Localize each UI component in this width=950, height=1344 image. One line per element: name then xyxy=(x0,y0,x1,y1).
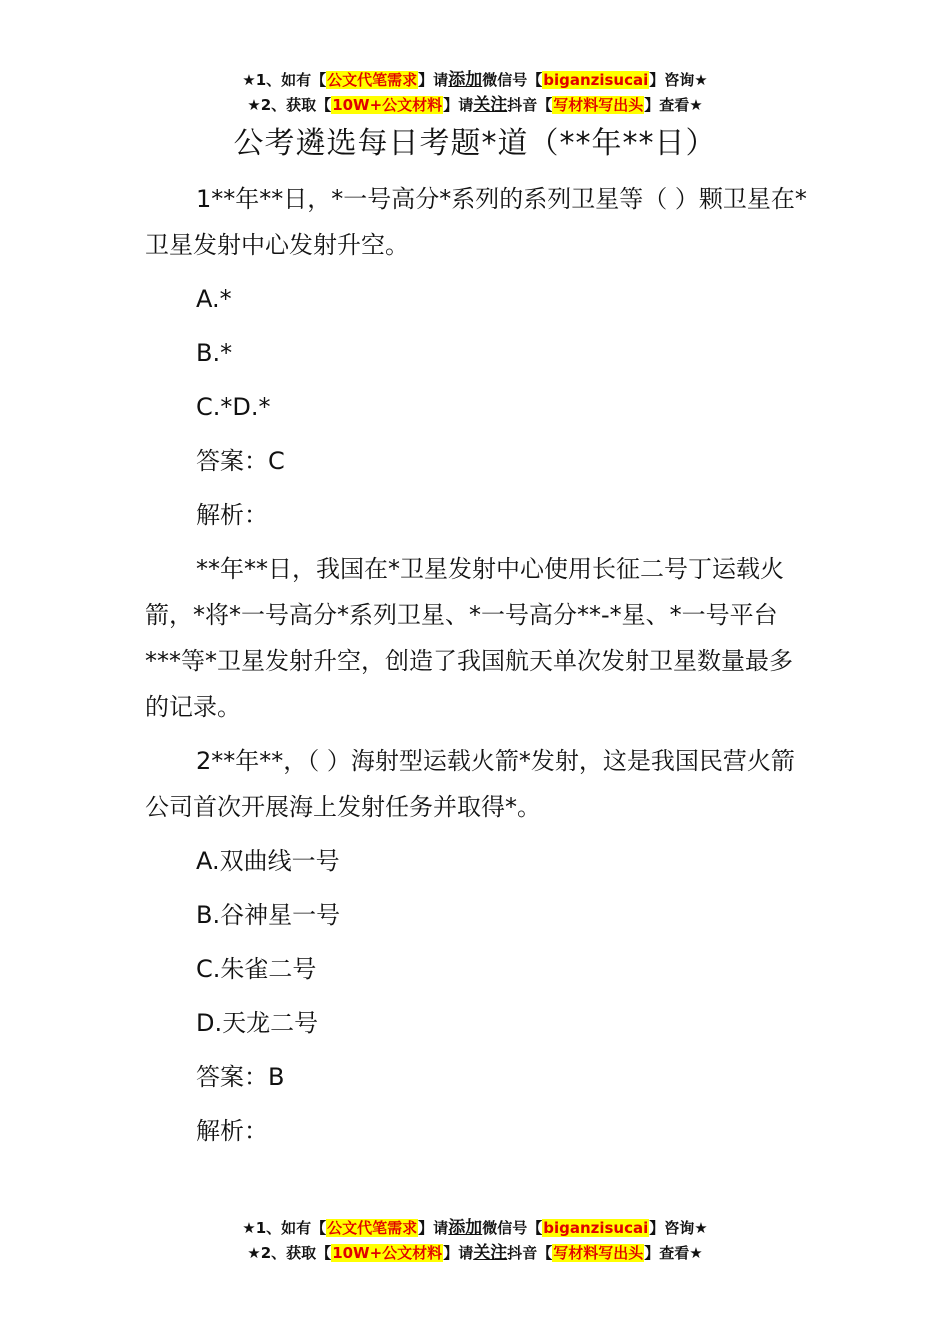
question-1-option-cd: C.*D.* xyxy=(196,393,271,421)
header-banner xyxy=(0,68,950,118)
banner-highlight-wechat-id: biganzisucai xyxy=(543,1219,649,1237)
footer-banner xyxy=(0,1216,950,1266)
banner-text: ★2、获取【 xyxy=(247,96,332,114)
banner-text: 】咨询★ xyxy=(649,1219,708,1237)
banner-highlight-douyin: 写材料写出头 xyxy=(553,96,644,114)
question-1-analysis: **年**日，我国在*卫星发射中心使用长征二号丁运载火箭，*将*一号高分*系列卫星、*一号高分**-*星、*一号平台***等*卫星发射升空，创造了我国航天单次发射卫星数量最多的记录。 xyxy=(145,555,793,721)
banner-text: 】请 xyxy=(443,96,474,114)
question-2-answer: 答案：B xyxy=(196,1063,285,1091)
question-2-analysis-label: 解析： xyxy=(196,1117,268,1145)
question-1-answer: 答案：C xyxy=(196,447,285,475)
banner-line-2 xyxy=(0,93,950,118)
banner-text: 微信号【 xyxy=(482,71,543,89)
document-body xyxy=(145,176,810,1162)
banner-text: 】请 xyxy=(418,1219,449,1237)
banner-line-1 xyxy=(0,68,950,93)
banner-text: 微信号【 xyxy=(482,1219,543,1237)
banner-text: 】查看★ xyxy=(644,1244,703,1262)
banner-line-2 xyxy=(0,1241,950,1266)
banner-underline-add: 添加 xyxy=(448,70,483,90)
question-1-stem: 1**年**日，*一号高分*系列的系列卫星等（ ）颗卫星在*卫星发射中心发射升空。 xyxy=(145,185,807,259)
banner-highlight-douyin: 写材料写出头 xyxy=(553,1244,644,1262)
banner-text: 】咨询★ xyxy=(649,71,708,89)
banner-highlight-service: 公文代笔需求 xyxy=(327,1219,418,1237)
question-2-option-b: B.谷神星一号 xyxy=(196,901,341,929)
question-2-stem: 2**年**，（ ）海射型运载火箭*发射，这是我国民营火箭公司首次开展海上发射任务并取得*。 xyxy=(145,747,795,821)
banner-highlight-service: 公文代笔需求 xyxy=(327,71,418,89)
question-1-analysis-label: 解析： xyxy=(196,501,268,529)
banner-underline-follow: 关注 xyxy=(473,95,508,115)
question-2-option-a: A.双曲线一号 xyxy=(196,847,340,875)
banner-highlight-materials: 10W+公文材料 xyxy=(332,1244,443,1262)
banner-underline-follow: 关注 xyxy=(473,1243,508,1263)
banner-highlight-wechat-id: biganzisucai xyxy=(543,71,649,89)
page-title: 公考遴选每日考题*道（**年**日） xyxy=(233,126,717,161)
banner-line-1 xyxy=(0,1216,950,1241)
question-2-option-c: C.朱雀二号 xyxy=(196,955,317,983)
banner-text: 】查看★ xyxy=(644,96,703,114)
question-1-option-a: A.* xyxy=(196,285,232,313)
banner-text: ★1、如有【 xyxy=(242,1219,327,1237)
banner-text: 抖音【 xyxy=(507,96,553,114)
banner-underline-add: 添加 xyxy=(448,1218,483,1238)
banner-highlight-materials: 10W+公文材料 xyxy=(332,96,443,114)
question-1-option-b: B.* xyxy=(196,339,233,367)
question-2-option-d: D.天龙二号 xyxy=(196,1009,319,1037)
banner-text: 】请 xyxy=(443,1244,474,1262)
banner-text: ★1、如有【 xyxy=(242,71,327,89)
banner-text: 抖音【 xyxy=(507,1244,553,1262)
banner-text: 】请 xyxy=(418,71,449,89)
banner-text: ★2、获取【 xyxy=(247,1244,332,1262)
